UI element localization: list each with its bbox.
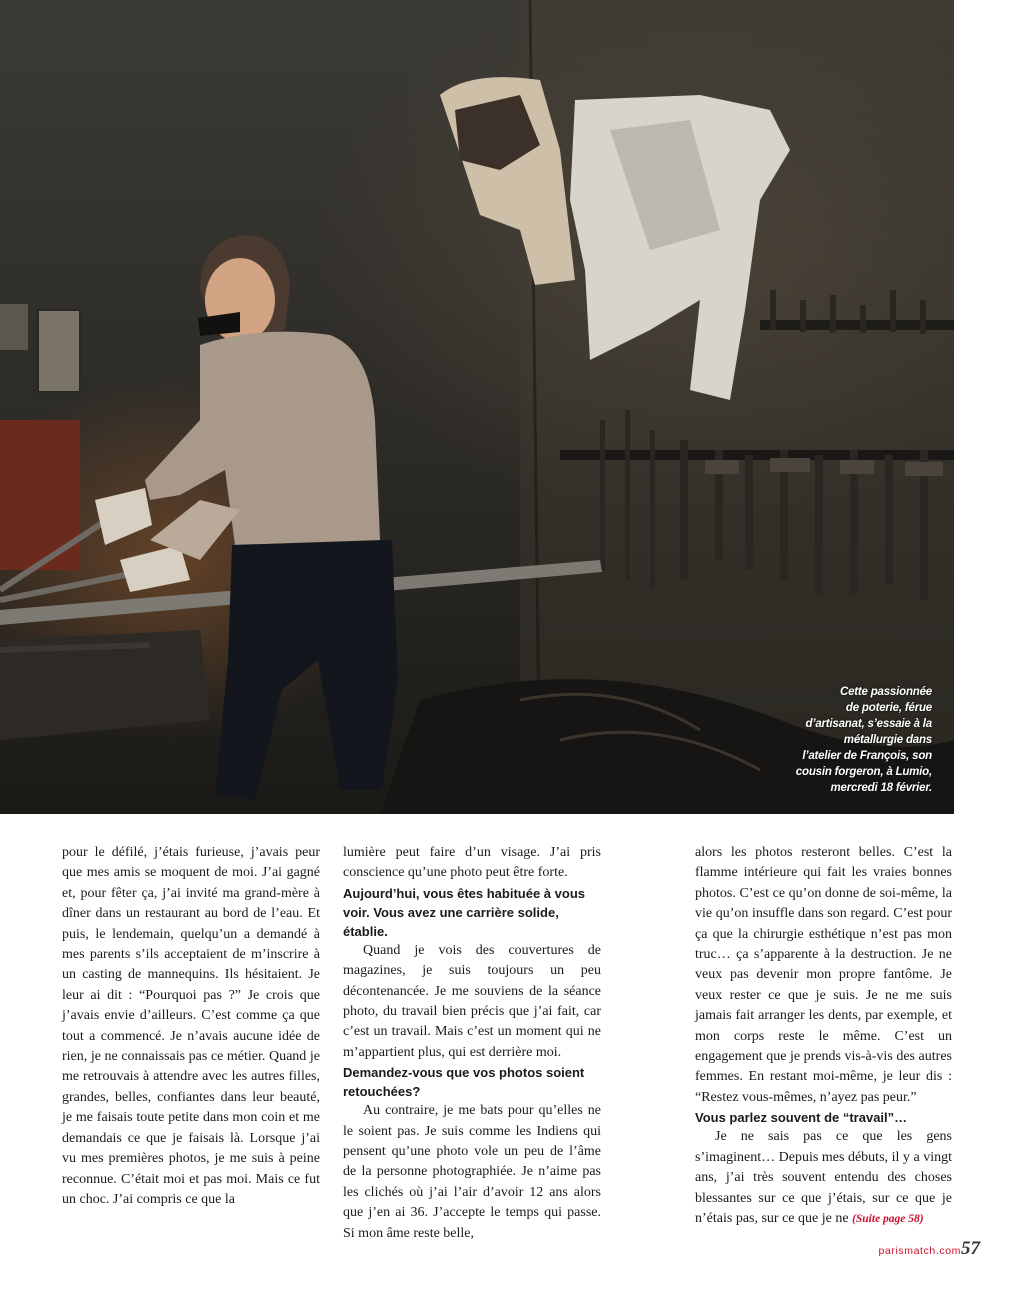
article-column-1 <box>62 843 320 1210</box>
page-number: 57 <box>961 1238 980 1259</box>
paragraph: Au contraire, je me bats pour qu’elles ne le soient pas. Je suis comme les Indiens qui pensent qu’une photo vole un peu de l’âme de la personne photographiée. Je n’aime pas les clichés où j’ai l’air d’avoir 12 ans alors que j’en ai 36. J’accepte le temps qui passe. Si mon âme reste belle, <box>343 1103 601 1241</box>
article-column-3 <box>695 843 952 1229</box>
caption-line: métallurgie dans <box>843 734 932 746</box>
caption-line: de poterie, férue <box>845 702 932 714</box>
site-name[interactable]: parismatch.com <box>878 1245 961 1257</box>
photo-caption <box>732 684 932 796</box>
paragraph: lumière peut faire d’un visage. J’ai pris conscience qu’une photo peut être forte. <box>343 845 601 881</box>
interview-question: Vous parlez souvent de “travail”… <box>695 1110 908 1126</box>
paragraph: pour le défilé, j’étais furieuse, j’avais peur que mes amis se moquent de moi. J’ai gagné et, pour fêter ça, j’ai invité ma grand-mère à dîner dans un restaurant au bord de l’eau. Et puis, le lendemain, quelqu’un a demandé à mes parents s’ils acceptaient de m’inscrire à un casting de mannequins. Ils hésitaient. Je leur ai dit : “Pourquoi pas ?” Je crois que j’avais envie d’ailleurs. C’est comme ça que tout a commencé. Je n’avais aucune idée de rien, je ne connaissais pas ce métier. Quand je me retrouvais à attendre avec les autres filles, grandes, belles, confiantes dans leur beauté, je me faisais toute petite dans mon coin et me demandais ce que je faisais là. Lorsque j’ai vu mes premières photos, je me suis à peine reconnue. C’était moi et pas moi. Mais ce fut un choc. J’ai compris ce que la <box>62 845 320 1207</box>
caption-line: Cette passionnée <box>839 686 932 698</box>
caption-line: d’artisanat, s’essaie à la <box>805 718 932 730</box>
continuation-link[interactable]: (Suite page 58) <box>852 1212 924 1225</box>
interview-question: Aujourd’hui, vous êtes habituée à vous voir. Vous avez une carrière solide, établie. <box>343 885 585 939</box>
interview-question: Demandez-vous que vos photos soient retouchées? <box>343 1065 585 1100</box>
caption-line: l’atelier de François, son <box>802 750 932 762</box>
caption-line: mercredi 18 février. <box>830 782 932 794</box>
caption-line: cousin forgeron, à Lumio, <box>795 766 932 778</box>
paragraph <box>695 1127 952 1229</box>
paragraph: Quand je vois des couvertures de magazines, je suis toujours un peu décontenancée. Je me souviens de la séance photo, du travail bien précis que j’ai fait, car c’est un travail. Mais c’est un moment qui ne m’appartient plus, qui est derrière moi. <box>343 942 601 1060</box>
paragraph-text: Je ne sais pas ce que les gens s’imaginent… Depuis mes débuts, il y a vingt ans, j’ai très souvent entendu des choses blessantes sur ce que j’étais, sur ce que je n’étais pas, sur ce que je ne <box>695 1129 952 1226</box>
page-footer <box>878 1238 980 1260</box>
article-column-2 <box>343 843 601 1244</box>
paragraph: alors les photos resteront belles. C’est la flamme intérieure qui fait les vraies bonnes photos. C’est ce qu’on donne de soi-même, la vie qu’on insuffle dans son regard. C’est pour ça que la chirurgie esthétique n’est pas mon truc… ça s’apparente à la destruction. Je ne veux pas devenir mon propre fantôme. Je veux rester ce que je suis. Je ne me suis jamais fait arranger les dents, par exemple, et mon corps reste le même. C’est un engagement que je prends vis-à-vis des autres femmes. En restant moi-même, je leur dis : “Restez vous-mêmes, n’ayez pas peur.” <box>695 845 952 1105</box>
